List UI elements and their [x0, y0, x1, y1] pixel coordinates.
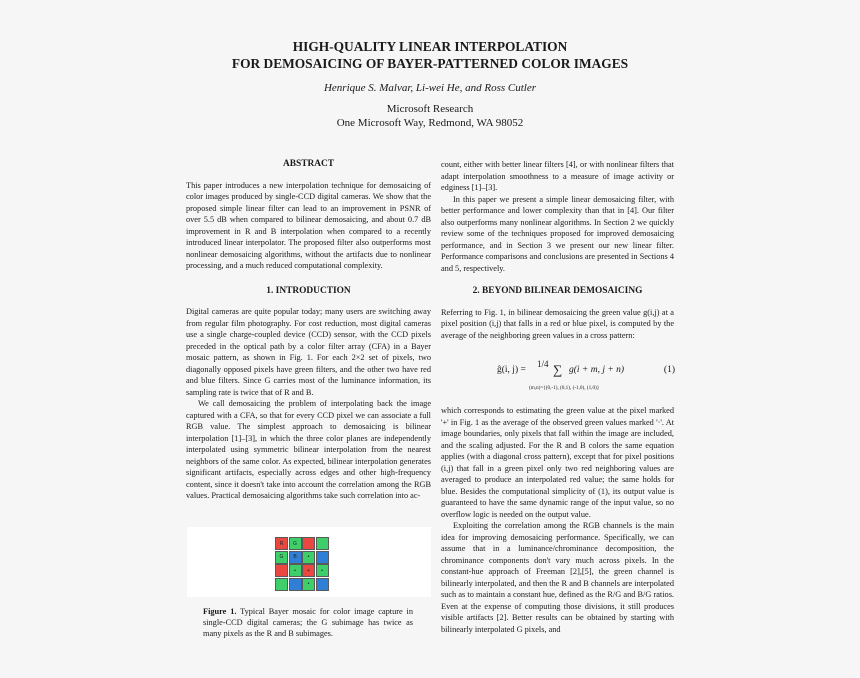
mosaic-cell-r: R — [275, 537, 288, 550]
mosaic-cell-g: • — [316, 564, 329, 577]
mosaic-cell-g: • — [302, 551, 315, 564]
mosaic-cell-r — [302, 537, 315, 550]
mosaic-cell-g: G — [275, 551, 288, 564]
abstract-heading: ABSTRACT — [282, 159, 335, 169]
abstract-text: This paper introduces a new interpolation technique for demosaicing of color images produced by single-CCD digital cameras. We show that the proposed simple linear filter can lead to an improvement in PSNR of over 5.5 dB when compared to bilinear demosaicing, and about 0.7 dB improvement in R and B interpolation when compared to a recently introduced linear interpolator. The proposed filter also outperforms most nonlinear demosaicing algorithms, without the artifacts due to nonlinear processing, and a much reduced computational complexity. — [186, 180, 431, 270]
mosaic-cell-g — [275, 578, 288, 591]
equation-fraction: 1/4 — [537, 359, 549, 369]
intro-paragraph-2: We call demosaicing the problem of interpolating back the image captured with a CFA, so that for every CCD pixel we can associate a full RGB value. The simplest approach to demosaicing is bilinear interpolation [1]–[3], in which the three color planes are independently interpolated using symmetric bilinear interpolation from the nearest neighbors of the same color. As expected, bilinear interpolation generates significant artifacts, especially across edges and other high-frequency content, since it doesn't take into account the correlation among the RGB values. Practical demosaicing algorithms take such correlation into ac- — [186, 399, 431, 500]
affiliation-address: One Microsoft Way, Redmond, WA 98052 — [336, 117, 524, 129]
mosaic-cell-b — [289, 578, 302, 591]
right-paragraph-4: which corresponds to estimating the green value at the pixel marked '+' in Fig. 1 as the average of the observed green values marked '·'. At image boundaries, only pixels that fall within the image are included, and the scaling adjusted. For the R and B colors the same equation applies (with a diagonal cross pattern), except that for pixel positions (i,j) that fall in a green pixel only two red neighboring values are averaged to produce an interpolated red value; the same holds for blue. Besides the computational simplicity of (1), its output value is guaranteed to have the same dynamic range of the input value, so no overflow logic is needed on the output value. — [441, 406, 674, 519]
intro-paragraph-1: Digital cameras are quite popular today; many users are switching away from regular film photography. For cost reduction, most digital cameras use a single charge-coupled device (CCD) sensor, with the CCD pixels preceded in the optical path by a color filter array (CFA) in a Bayer mosaic pattern, as shown in Fig. 1. For each 2×2 set of pixels, two diagonally opposed pixels have green filters, and the other two have red and blue filters. Since G carries most of the luminance information, its sampling rate is twice that of R and B. — [186, 307, 431, 397]
figure-caption — [203, 606, 413, 639]
mosaic-cell-r: + — [302, 564, 315, 577]
affiliation — [0, 102, 860, 130]
equation-subscript: (m,n)={(0,-1), (0,1), (-1,0), (1,0)} — [529, 385, 600, 391]
equation-sum: ∑ — [553, 362, 563, 377]
figure-label: Figure 1. — [203, 607, 237, 616]
mosaic-cell-g: • — [302, 578, 315, 591]
affiliation-org: Microsoft Research — [386, 103, 474, 115]
bayer-mosaic — [275, 537, 329, 593]
right-column — [441, 159, 674, 341]
right-paragraph-1: count, either with better linear filters [4], or with nonlinear filters that adapt interpolation smoothness to a measure of image activity or edginess [1]–[3]. — [441, 160, 674, 192]
title-line-2: FOR DEMOSAICING OF BAYER-PATTERNED COLOR IMAGES — [231, 56, 629, 71]
right-column-lower — [441, 405, 674, 635]
right-paragraph-2: In this paper we present a simple linear demosaicing filter, with better performance and lower complexity than that in [4]. Our filter also outperforms many nonlinear algorithms. In Section 2 we quickly review some of the techniques proposed for improved demosaicing performance, and in Section 3 we present our new linear filter. Performance comparisons and conclusions are presented in Sections 4 and 5, respectively. — [441, 194, 674, 273]
left-column — [186, 159, 431, 502]
right-paragraph-3: Referring to Fig. 1, in bilinear demosaicing the green value g(i,j) at a pixel position (i,j) that falls in a red or blue pixel, is computed by the average of the neighboring green values in a cross pattern: — [441, 307, 674, 340]
mosaic-cell-b — [316, 551, 329, 564]
mosaic-cell-b — [316, 578, 329, 591]
mosaic-cell-b: B — [289, 551, 302, 564]
title-line-1: HIGH-QUALITY LINEAR INTERPOLATION — [292, 39, 568, 54]
mosaic-cell-g: G — [289, 537, 302, 550]
equation-number: (1) — [663, 365, 675, 375]
figure-1 — [187, 527, 431, 597]
equation-1 — [497, 359, 675, 399]
equation-lhs: ĝ(i, j) = — [497, 365, 526, 375]
mosaic-cell-r — [275, 564, 288, 577]
paper-title — [0, 38, 860, 72]
section-2-heading: 2. BEYOND BILINEAR DEMOSAICING — [472, 286, 643, 296]
mosaic-cell-g: • — [289, 564, 302, 577]
figure-caption-text: Typical Bayer mosaic for color image capture in single-CCD digital cameras; the G subimage has twice as many pixels as the R and B subimages. — [203, 607, 413, 638]
mosaic-cell-g — [316, 537, 329, 550]
right-paragraph-5: Exploiting the correlation among the RGB channels is the main idea for improving demosaicing performance. Specifically, we can assume that in a luminance/chrominance decomposition, the chrominance components don't vary much across pixels. In the constant-hue approach of Freeman [2],[5], the green channel is bilinearly interpolated, and then the R and B channels are interpolated such as to maintain a constant hue, defined as the R/G and B/G ratios. Even at the expense of computing those divisions, it still produces visible artifacts [2]. Better results can be obtained by starting with bilinearly interpolated G pixels, and — [441, 521, 674, 634]
author-list: Henrique S. Malvar, Li-wei He, and Ross Cutler — [323, 82, 537, 94]
intro-heading: 1. INTRODUCTION — [266, 285, 351, 296]
equation-rhs: g(i + m, j + n) — [569, 365, 625, 375]
